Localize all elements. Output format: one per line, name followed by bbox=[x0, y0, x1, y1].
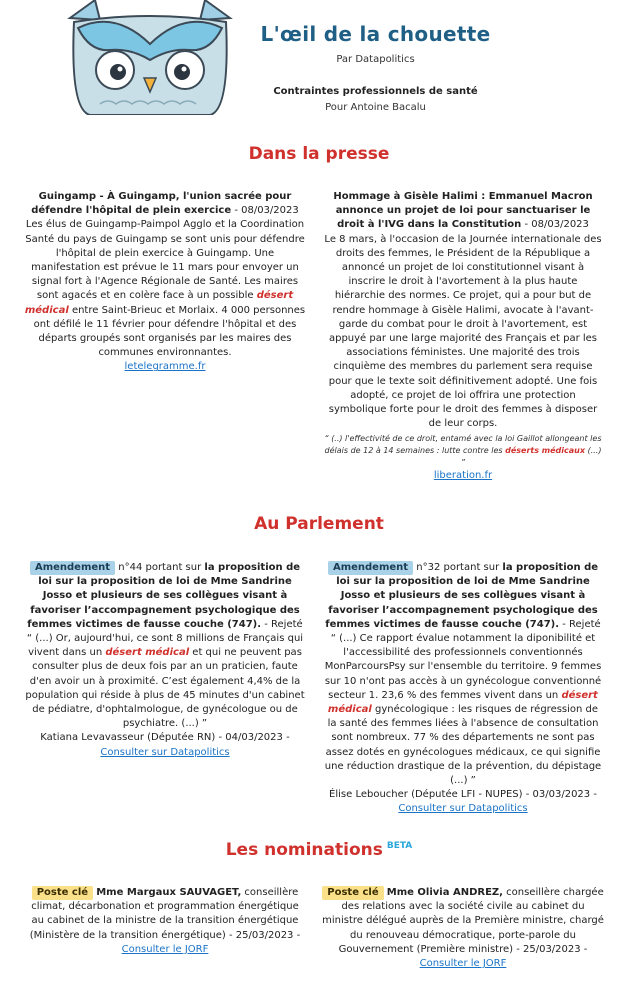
amendment-status: - Rejeté bbox=[261, 618, 303, 630]
amendment-badge: Amendement bbox=[30, 561, 115, 575]
article-quote bbox=[322, 433, 604, 469]
consult-datapolitics-link[interactable]: Consulter sur Datapolitics bbox=[398, 803, 528, 815]
quote-text-end: (...) ” bbox=[460, 446, 602, 468]
quote-text: “ (..) l'effectivité de ce droit, entamé avec la loi Gaillot allongeant les délais de 12 à 14 semaines : lutte contre les bbox=[324, 434, 602, 456]
source-link[interactable]: liberation.fr bbox=[433, 470, 493, 482]
amendment-quote-end: gynécologique : les risques de régression de la santé des femmes liées à l'absence de consultation sont nombreux. 77 % des départements ne sont pas assez dotés en gynécologues médicaux, ce qui signifie une réduction drastique de la prévention, du dépistage (...) ” bbox=[324, 704, 602, 787]
amendment-quote: “ (...) Ce rapport évalue notamment la diponibilité et l'accessibilité des professionnels conventionnés MonParcoursPsy sur l'ensemble du territoire. 9 femmes sur 10 n'ont pas accès à un gynécologue conventionné secteur 1. 23,6 % des femmes vivent dans un bbox=[324, 633, 602, 701]
bill-title: la proposition de loi sur la proposition de loi de Mme Sandrine Josso et plusieurs de ses collègues visant à favoriser l’accompagnement psychologique des femmes victimes de fausse couche (747). bbox=[27, 562, 301, 630]
amendment-badge: Amendement bbox=[328, 561, 413, 575]
keyword-highlight: désert médical bbox=[327, 689, 598, 716]
amendment-author: Katiana Levavasseur (Députée RN) - 04/03/2023 - bbox=[40, 732, 290, 744]
article-summary-end: entre Saint-Brieuc et Morlaix. 4 000 personnes ont défilé le 11 février pour défendre l'hôpital et des départs groupés sont organisés par les maires des communes environnantes. bbox=[33, 304, 306, 359]
section-title-nominations bbox=[0, 840, 638, 860]
amendment-number: n°44 portant sur bbox=[115, 562, 205, 573]
key-position-badge: Poste clé bbox=[32, 886, 93, 900]
key-position-badge: Poste clé bbox=[322, 886, 383, 900]
article-title: Guingamp - À Guingamp, l'union sacrée pour défendre l'hôpital de plein exercice bbox=[31, 191, 292, 217]
nominee-role: conseillère climat, décarbonation et programmation énergétique au cabinet de la ministre de la transition énergétique (Ministère de la transition énergétique) - 25/03/2023 - bbox=[29, 887, 301, 941]
source-link[interactable]: letelegramme.fr bbox=[124, 361, 206, 373]
keyword-highlight: déserts médicaux bbox=[505, 446, 586, 456]
amendment-number: n°32 portant sur bbox=[413, 562, 503, 573]
article-date: - 08/03/2023 bbox=[521, 219, 589, 231]
newsletter-topic: Contraintes professionnels de santé bbox=[273, 86, 478, 97]
nominee-role: conseillère chargée des relations avec la société civile au cabinet du ministre délégué auprès de la Première ministre, chargé du renouveau démocratique, porte-parole du Gouvernement (Première ministre) - 25/03/2023 - bbox=[322, 887, 604, 955]
article-summary: Le 8 mars, à l'occasion de la Journée internationale des droits des femmes, le Président de la République a annoncé un projet de loi constitutionnel visant à inscrire le droit à l'avortement à la plus haute hiérarchie des normes. Ce projet, qui a pour but de rendre hommage à Gisèle Halimi, avocate à l'avant-garde du combat pour le droit à l'avortement, est appuyé par une large majorité des Français et par les associations féministes. Une majorité des trois cinquième des membres du parlement sera requise pour que le texte soit définitivement adopté. Une fois adopté, ce projet de loi offrira une protection symbolique forte pour le droit des femmes à disposer de leur corps. bbox=[324, 233, 602, 430]
nominations-title: Les nominations bbox=[225, 840, 383, 860]
consult-jorf-link[interactable]: Consulter le JORF bbox=[419, 958, 507, 970]
consult-jorf-link[interactable]: Consulter le JORF bbox=[121, 943, 209, 955]
section-title-press: Dans la presse bbox=[248, 144, 390, 164]
beta-badge: BETA bbox=[386, 841, 413, 852]
amendment-status: - Rejeté bbox=[559, 618, 601, 630]
nomination-item bbox=[322, 886, 604, 971]
keyword-highlight: désert médical bbox=[24, 290, 294, 316]
article-date: - 08/03/2023 bbox=[231, 205, 299, 217]
newsletter-byline: Par Datapolitics bbox=[336, 54, 415, 65]
press-article bbox=[24, 190, 306, 375]
keyword-highlight: désert médical bbox=[105, 647, 190, 659]
article-summary: Les élus de Guingamp-Paimpol Agglo et la Coordination Santé du pays de Guingamp se sont unis pour défendre l'hôpital de plein exercice à Guingamp. Une manifestation est prévue le 11 mars pour envoyer un signal fort à l'Agence Régionale de Santé. Les maires sont agacés et en colère face à un possible bbox=[25, 219, 305, 302]
section-title-parliament: Au Parlement bbox=[254, 514, 384, 534]
article-title: Hommage à Gisèle Halimi : Emmanuel Macron annonce un projet de loi pour sanctuariser le droit à l'IVG dans la Constitution bbox=[333, 191, 593, 231]
owl-logo-icon bbox=[60, 0, 240, 115]
nominee-name: Mme Margaux SAUVAGET, bbox=[96, 887, 242, 898]
amendment-quote-end: et qui ne peuvent pas consulter plus de deux fois par an un praticien, faute d'en avoir un à proximité. C’est également 4,4% de la population qui réside à plus de 45 minutes d'un cabinet de pédiatre, d'ophtalmologue, de gynécologue ou de psychiatre. (...) ” bbox=[25, 647, 305, 730]
newsletter-header bbox=[0, 0, 638, 120]
press-article bbox=[322, 190, 604, 484]
amendment-item bbox=[24, 561, 306, 760]
newsletter-title: L'œil de la chouette bbox=[260, 22, 491, 46]
nominee-name: Mme Olivia ANDREZ, bbox=[386, 887, 503, 898]
amendment-quote: “ (...) Or, aujourd'hui, ce sont 8 millions de Français qui vivent dans un bbox=[26, 633, 304, 659]
amendment-item bbox=[322, 561, 604, 817]
newsletter-recipient: Pour Antoine Bacalu bbox=[325, 102, 426, 113]
consult-datapolitics-link[interactable]: Consulter sur Datapolitics bbox=[100, 746, 230, 758]
nomination-item bbox=[24, 886, 306, 957]
bill-title: la proposition de loi sur la proposition de loi de Mme Sandrine Josso et plusieurs de ses collègues visant à favoriser l’accompagnement psychologique des femmes victimes de fausse couche (747). bbox=[325, 562, 599, 630]
amendment-author: Élise Leboucher (Députée LFI - NUPES) - 03/03/2023 - bbox=[329, 789, 597, 801]
brand-block bbox=[258, 22, 493, 113]
